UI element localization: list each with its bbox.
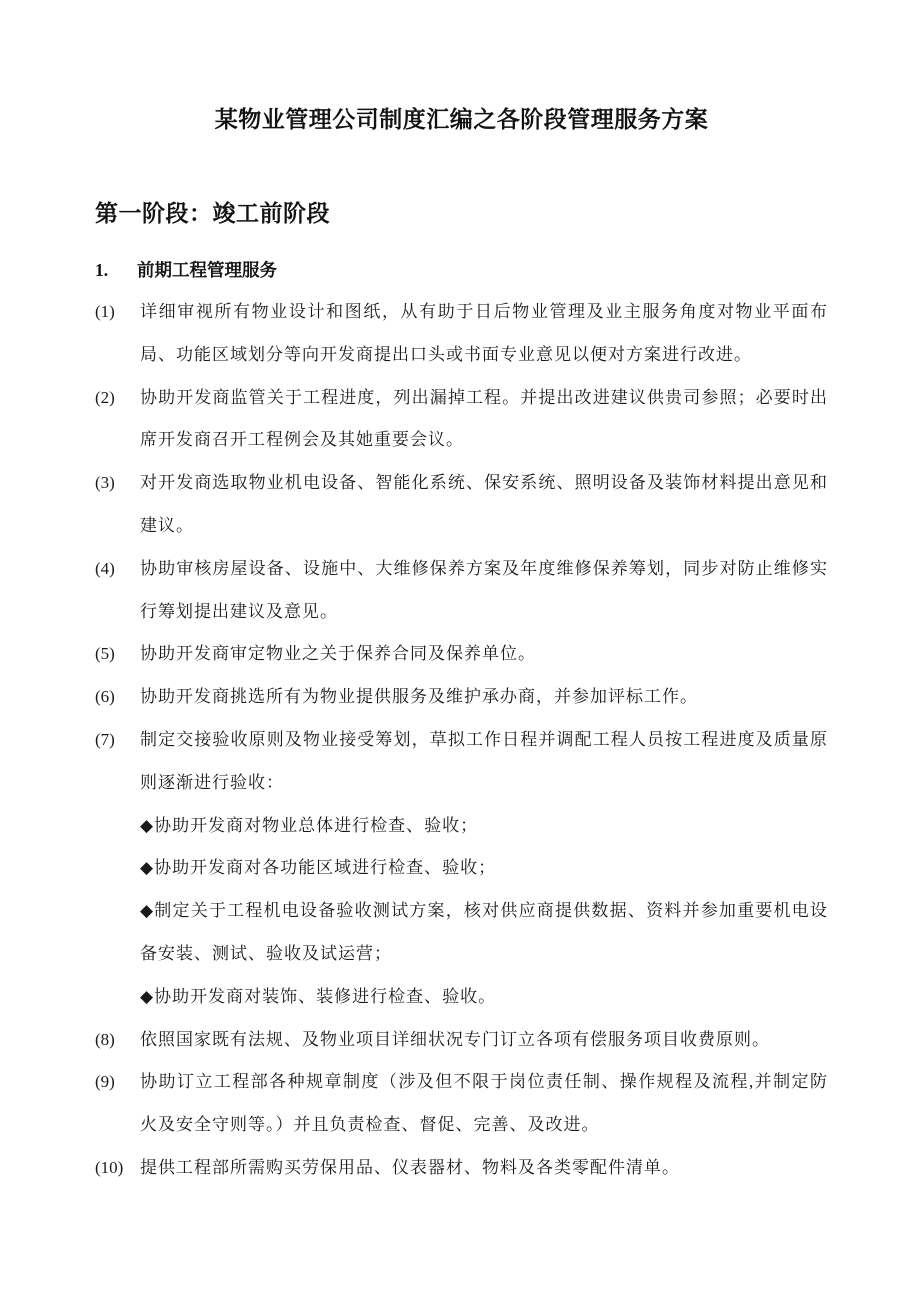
diamond-bullet-icon: ◆ bbox=[140, 901, 155, 921]
diamond-bullet-icon: ◆ bbox=[140, 858, 155, 878]
numbered-item bbox=[95, 377, 828, 463]
item-text: 依照国家既有法规、及物业项目详细状况专门订立各项有偿服务项目收费原则。 bbox=[140, 1029, 770, 1049]
item-number: (4) bbox=[95, 558, 115, 578]
bullet-item bbox=[95, 847, 828, 890]
bullet-item bbox=[95, 976, 828, 1019]
item-text: 协助审核房屋设备、设施中、大维修保养方案及年度维修保养筹划，同步对防止维修实行筹划提出建议及意见。 bbox=[140, 558, 828, 621]
item-number: (8) bbox=[95, 1029, 115, 1049]
item-number: (3) bbox=[95, 473, 115, 493]
section-number: 1. bbox=[95, 260, 109, 280]
item-text: 协助开发商审定物业之关于保养合同及保养单位。 bbox=[140, 644, 536, 664]
item-number: (2) bbox=[95, 387, 115, 407]
numbered-item bbox=[95, 462, 828, 548]
item-number: (9) bbox=[95, 1072, 115, 1092]
item-number: (6) bbox=[95, 687, 115, 707]
item-text: 制定交接验收原则及物业接受筹划，草拟工作日程并调配工程人员按工程进度及质量原则逐渐进行验收： bbox=[140, 729, 828, 792]
numbered-item bbox=[95, 548, 828, 634]
numbered-item bbox=[95, 291, 828, 377]
numbered-item bbox=[95, 633, 828, 676]
item-text: 详细审视所有物业设计和图纸，从有助于日后物业管理及业主服务角度对物业平面布局、功能区域划分等向开发商提出口头或书面专业意见以便对方案进行改进。 bbox=[140, 302, 828, 364]
item-text: 协助开发商监管关于工程进度，列出漏掉工程。并提出改进建议供贵司参照；必要时出席开发商召开工程例会及其她重要会议。 bbox=[140, 387, 828, 450]
numbered-item bbox=[95, 676, 828, 719]
document-title: 某物业管理公司制度汇编之各阶段管理服务方案 bbox=[214, 107, 709, 132]
numbered-item bbox=[95, 1019, 828, 1062]
item-number: (7) bbox=[95, 729, 115, 749]
item-text: 协助开发商对装饰、装修进行检查、验收。 bbox=[154, 986, 497, 1006]
item-list bbox=[95, 291, 828, 1190]
stage-heading: 第一阶段：竣工前阶段 bbox=[95, 201, 330, 226]
section-heading bbox=[95, 258, 828, 282]
item-text: 对开发商选取物业机电设备、智能化系统、保安系统、照明设备及装饰材料提出意见和建议。 bbox=[140, 473, 828, 535]
numbered-item bbox=[95, 719, 828, 805]
item-text: 协助开发商对物业总体进行检查、验收； bbox=[154, 815, 479, 835]
item-number: (1) bbox=[95, 302, 115, 321]
item-text: 协助开发商挑选所有为物业提供服务及维护承办商，并参加评标工作。 bbox=[140, 687, 698, 707]
item-text: 协助订立工程部各种规章制度（涉及但不限于岗位责任制、操作规程及流程,并制定防火及安全守则等。）并且负责检查、督促、完善、及改进。 bbox=[140, 1072, 828, 1135]
diamond-bullet-icon: ◆ bbox=[140, 815, 155, 835]
diamond-bullet-icon: ◆ bbox=[140, 986, 155, 1006]
numbered-item bbox=[95, 1147, 828, 1190]
item-number: (5) bbox=[95, 644, 115, 664]
numbered-item bbox=[95, 1061, 828, 1147]
bullet-item bbox=[95, 890, 828, 976]
item-text: 提供工程部所需购买劳保用品、仪表器材、物料及各类零配件清单。 bbox=[140, 1157, 680, 1177]
section-title: 前期工程管理服务 bbox=[137, 260, 277, 280]
item-number: (10) bbox=[95, 1157, 124, 1177]
bullet-item bbox=[95, 805, 828, 848]
item-text: 协助开发商对各功能区域进行检查、验收； bbox=[154, 858, 497, 878]
item-text: 制定关于工程机电设备验收测试方案，核对供应商提供数据、资料并参加重要机电设备安装、测试、验收及试运营； bbox=[140, 901, 829, 963]
